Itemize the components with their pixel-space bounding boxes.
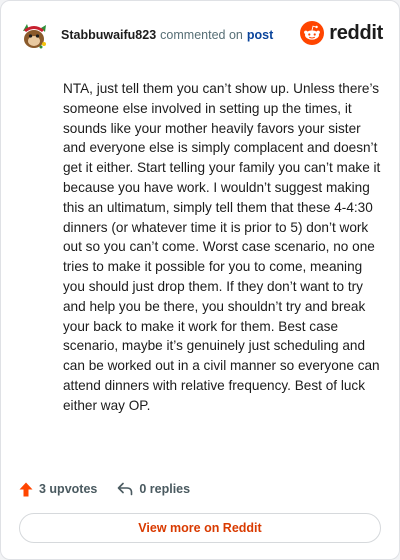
view-more-button[interactable]: View more on Reddit — [19, 513, 381, 543]
upvote-arrow-icon — [19, 482, 33, 497]
comment-footer — [19, 479, 190, 499]
reddit-wordmark: reddit — [329, 21, 383, 44]
comment-action-text: commented on — [160, 28, 243, 42]
replies-stat[interactable] — [117, 482, 190, 496]
replies-count: 0 replies — [139, 482, 191, 496]
user-avatar[interactable] — [17, 18, 51, 52]
upvotes-stat[interactable] — [19, 482, 97, 497]
post-link[interactable]: post — [246, 28, 274, 42]
avatar-icon — [17, 18, 51, 52]
reddit-logo[interactable] — [300, 21, 383, 45]
upvotes-count: 3 upvotes — [39, 482, 98, 496]
comment-meta — [61, 28, 273, 42]
comment-header — [17, 15, 383, 55]
reddit-snoo-icon — [300, 21, 324, 45]
reply-arrow-icon — [117, 482, 133, 496]
comment-body: NTA, just tell them you can’t show up. Unless there’s someone else involved in setting up the times, it sounds like your mother heavily favors your sister and everyone else is simply complacent and doesn’t get it either. Start telling your family you can’t make it because you have work. I wouldn’t suggest making this an ultimatum, simply tell them that these 4-4:30 dinners (or whatever time it is prior to 5) don’t work out so you can’t come. Worst case scenario, no one tries to make it possible for you to come, meaning you should just drop them. If they don’t want to try and help you be there, you shouldn’t try and break your back to make it work for them. Best case scenario, maybe it’s genuinely just scheduling and can be worked out in a civil manner so everyone can attend dinners with relative frequency. Best of luck either way OP. — [63, 81, 381, 413]
username[interactable]: Stabbuwaifu823 — [61, 28, 157, 42]
